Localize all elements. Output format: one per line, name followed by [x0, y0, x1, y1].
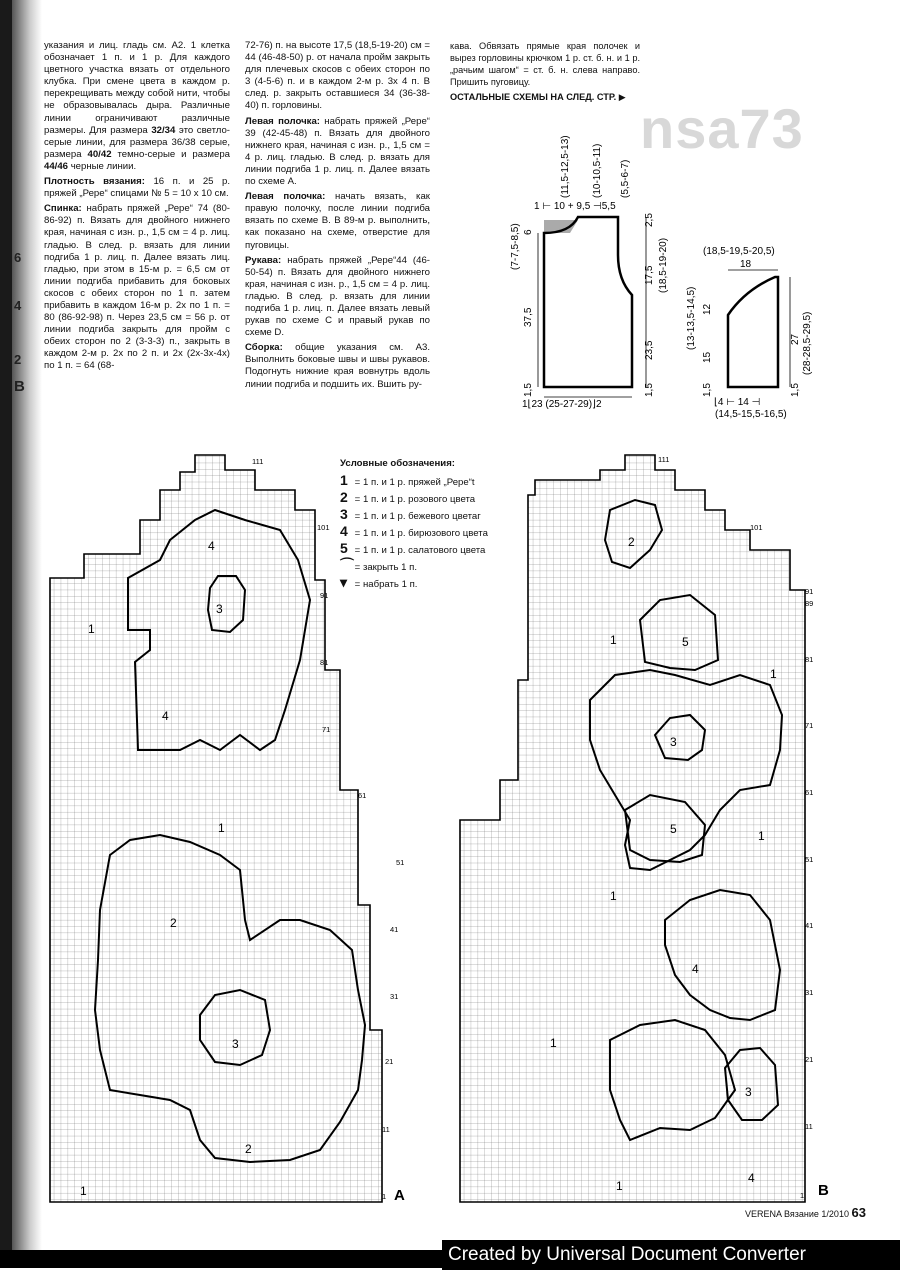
dim-sleeve-right-c: 1,5	[790, 383, 801, 397]
legend-close: ⌒ = закрыть 1 п.	[340, 557, 418, 573]
dim-sleeve-bottom-a: ⌊4 ⊢ 14 ⊣	[714, 397, 761, 408]
dim-body-left-1: (7-7,5-8,5)	[510, 223, 521, 270]
magazine-name: VERENA Вязание 1/2010	[745, 1209, 849, 1219]
paragraph-back-cont: 72-76) п. на высоте 17,5 (18,5-19-20) см = 44 (46-48-50) р. от начала пройм закрыть для плечевых скосов с обеих сторон по 3 (4-5-6) п. и в каждом 2-м р. 3х 4 п. В след. р. закрыть оставшиеся 34 (36-38-40) п. горловины.	[245, 40, 430, 112]
converter-watermark: Created by Universal Document Converter	[442, 1240, 900, 1270]
chart-a-row-number: 91	[320, 591, 329, 600]
text-column-1	[44, 40, 230, 376]
chart-a-row-number: 41	[390, 925, 399, 934]
legend-cast: ▾ = набрать 1 п.	[340, 574, 418, 590]
dim-body-bottom: 1⌊23 (25-27-29)⌋2	[522, 399, 602, 410]
legend-item: 2 = 1 п. и 1 р. розового цвета	[340, 489, 476, 505]
dim-body-right-d: 1,5	[644, 383, 655, 397]
page-binding-gradient	[12, 0, 42, 1250]
dim-body-left-2: 37,5	[523, 307, 534, 327]
chart-a-row-number: 1	[382, 1192, 387, 1201]
dim-sleeve-right-b: (28-28,5-29,5)	[802, 311, 813, 375]
legend-item: 4 = 1 п. и 1 р. бирюзового цвета	[340, 523, 488, 539]
dim-body-right-c: 23,5	[644, 340, 655, 360]
chart-a-grid-area	[50, 455, 382, 1202]
paragraph-general: указания и лиц. гладь см. А2. 1 клетка обозначает 1 п. и 1 р. Для каждого цветного участка вязать от отдельного клубка. При смене цвета в каждом р. перекрещивать между собой нити, чтобы не образовывалась дыра. Различные линии ограничивают различные размеры. Для размера 32/34 это светло-серые линии, для размера 36/38 серые, размера 40/42 темно-серые и размера 44/46 черные линии.	[44, 40, 230, 172]
chart-b-area-label: 1	[610, 633, 617, 647]
chart-b-row-number: 51	[805, 855, 814, 864]
chart-b-area-label: 3	[745, 1085, 752, 1099]
chart-b-area-label: 5	[682, 635, 689, 649]
sleeve-piece-outline	[728, 277, 778, 387]
chart-b-row-number: 101	[750, 523, 763, 532]
cast-on-icon: ▾	[340, 574, 348, 590]
watermark: nsa73	[640, 97, 804, 160]
dim-sleeve-top: (18,5-19,5-20,5)	[703, 246, 775, 257]
chart-a-row-number: 51	[396, 858, 405, 867]
chart-b-area-label: 2	[628, 535, 635, 549]
chart-a-area-label: 1	[80, 1184, 87, 1198]
dim-sleeve-left-d: 1,5	[702, 383, 713, 397]
paragraph-back: Спинка: набрать пряжей „Рере“ 74 (80-86-92) п. Вязать для двойного нижнего края, начиная с изн. р., 1,5 см = 4 р. лиц. гладью. В след. р. вязать для линии подгиба 1 р. лиц. п. Далее вязать лиц. гладью, при этом в 15-м р. = 6,5 см от линии подгиба прибавить для боковых скосов с обеих сторон по 1 п. затем прибавить в каждом 16-м р. 2х по 1 п. = 80 (86-92-98) п. Через 23,5 см = 56 р. от линии подгиба закрыть для пройм с обеих сторон по 2 (3-3-3) п., закрыть в каждом 2-м р. 2х по 2 п. и 2х (2х-3х-4х) по 1 п. = 64 (68-	[44, 203, 230, 372]
dim-body-top-row: 1 ⊢ 10 + 9,5 ⊣5,5	[534, 201, 616, 212]
dim-sleeve-left-c: 15	[702, 351, 713, 363]
arrow-right-icon: ▶	[618, 92, 626, 103]
chart-b-row-number: 1	[800, 1191, 805, 1200]
chart-b-area-label: 4	[748, 1171, 755, 1185]
page-footer	[745, 1205, 866, 1220]
dim-body-right-a: 2,5	[644, 213, 655, 227]
chart-a-row-number: 31	[390, 992, 399, 1001]
paragraph-left-front: Левая полочка: набрать пряжей „Рере“ 39 (42-45-48) п. Вязать для двойного нижнего края, начиная с изн. р., 1,5 см = 4 р. лиц. гладью. В след. р. вязать для линии подгиба 1 р. лиц. п. Далее вязать по схеме А.	[245, 115, 430, 188]
legend-item: 1 = 1 п. и 1 р. пряжей „Рере“t	[340, 472, 475, 488]
chart-a-row-number: 11	[382, 1125, 390, 1134]
chart-b-row-number: 89	[805, 599, 814, 608]
page-binding-shadow	[0, 0, 12, 1250]
dim-body-top-c: (5,5-6-7)	[620, 159, 631, 198]
chart-a-area-label: 3	[216, 602, 223, 616]
dim-sleeve-left-a: (13-13,5-14,5)	[686, 286, 697, 350]
chart-b-area-label: 1	[770, 667, 777, 681]
chart-a-row-number: 21	[385, 1057, 394, 1066]
edge-mark: 4	[14, 298, 22, 313]
paragraph-assembly: Сборка: общие указания см. А3. Выполнить боковые швы и швы рукавов. Подогнуть нижние края вовнутрь вдоль линии подгиба и подшить их. Вшить ру-	[245, 342, 430, 390]
dim-sleeve-bottom-b: (14,5-15,5-16,5)	[715, 409, 787, 420]
chart-b-area-label: 1	[550, 1036, 557, 1050]
chart-a-row-number: 71	[322, 725, 331, 734]
chart-b-area-label: 1	[758, 829, 765, 843]
text-column-3	[450, 40, 640, 106]
chart-a-area-label: 1	[218, 821, 225, 835]
chart-b-area-label: 4	[692, 962, 699, 976]
chart-a-area-label: 2	[170, 916, 177, 930]
chart-b-row-number: 91	[805, 587, 814, 596]
chart-b-row-number: 111	[658, 455, 670, 464]
page-number: 63	[851, 1205, 866, 1220]
chart-a-area-label: 4	[208, 539, 215, 553]
chart-b-row-number: 31	[805, 988, 814, 997]
next-page-note: ОСТАЛЬНЫЕ СХЕМЫ НА СЛЕД. СТР. ▶	[450, 92, 626, 103]
chart-b-row-number: 61	[805, 788, 814, 797]
dim-body-left-3: 1,5	[523, 383, 534, 397]
edge-mark: B	[14, 378, 25, 395]
chart-b-row-number: 41	[805, 921, 814, 930]
chart-a-row-number: 61	[358, 791, 367, 800]
chart-b-row-number: 71	[805, 721, 814, 730]
edge-mark: 2	[14, 352, 22, 367]
chart-a-area-label: 4	[162, 709, 169, 723]
garment-schematics	[500, 105, 860, 425]
chart-a-row-number: 81	[320, 658, 329, 667]
chart-a-row-number: 111	[252, 457, 264, 466]
dim-body-right-b: 17,5	[644, 265, 655, 285]
chart-a-area-label: 2	[245, 1142, 252, 1156]
chart-b-row-number: 21	[805, 1055, 814, 1064]
paragraph-assembly-cont: кава. Обвязать прямые края полочек и вырез горловины крючком 1 р. ст. б. н. и 1 р. „рачьим шагом“ = ст. б. н. слева направо. Пришить пуговицу.	[450, 41, 640, 88]
knitting-chart-b	[450, 450, 830, 1210]
chart-b-area-label: 1	[610, 889, 617, 903]
chart-b-area-label: 5	[670, 822, 677, 836]
legend-item: 5 = 1 п. и 1 р. салатового цвета	[340, 540, 486, 556]
chart-a-letter: A	[394, 1187, 405, 1204]
bottom-bar	[0, 1250, 442, 1268]
dim-body-top-b: (10-10,5-11)	[592, 143, 603, 198]
paragraph-density: Плотность вязания: 16 п. и 25 р. пряжей „Рере“ спицами № 5 = 10 х 10 см.	[44, 176, 230, 200]
chart-b-row-number: 11	[805, 1122, 813, 1131]
paragraph-sleeves: Рукава: набрать пряжей „Рере“44 (46-50-54) п. Вязать для двойного нижнего края, начиная с изн. р., 1,5 см = 4 р. лиц. гладью. В след. р. вязать для линии подгиба 1 р. лиц. п. Далее вязать левый рукав по схеме С и правый рукав по схеме D.	[245, 254, 430, 339]
legend-item: 3 = 1 п. и 1 р. бежевого цветаг	[340, 506, 481, 522]
chart-a-area-label: 3	[232, 1037, 239, 1051]
paragraph-left-front-2: Левая полочка: начать вязать, как правую полочку, после линии подгиба вязать по схеме В. В 89-м р. выполнить, как показано на схеме, отверстие для пуговицы.	[245, 191, 430, 251]
chart-a-area-label: 1	[88, 622, 95, 636]
dim-sleeve-left-b: 12	[702, 303, 713, 315]
chart-a-row-number: 101	[317, 523, 330, 532]
knitting-chart-a	[40, 450, 420, 1210]
close-stitch-icon: ⌒	[340, 557, 354, 573]
text-column-2	[245, 40, 430, 394]
legend-title: Условные обозначения:	[340, 458, 455, 469]
chart-b-letter: B	[818, 1182, 829, 1199]
dim-body-top-a: (11,5-12,5-13)	[560, 135, 571, 198]
chart-b-row-number: 81	[805, 655, 814, 664]
dim-body-right-b2: (18,5-19-20)	[658, 237, 669, 293]
dim-sleeve-right-a: 27	[790, 333, 801, 345]
body-piece-outline	[544, 217, 632, 387]
chart-b-area-label: 1	[616, 1179, 623, 1193]
edge-mark: 6	[14, 250, 22, 265]
chart-b-area-label: 3	[670, 735, 677, 749]
dim-sleeve-top-b: 18	[740, 259, 752, 270]
dim-body-left-1b: 6	[523, 229, 534, 235]
